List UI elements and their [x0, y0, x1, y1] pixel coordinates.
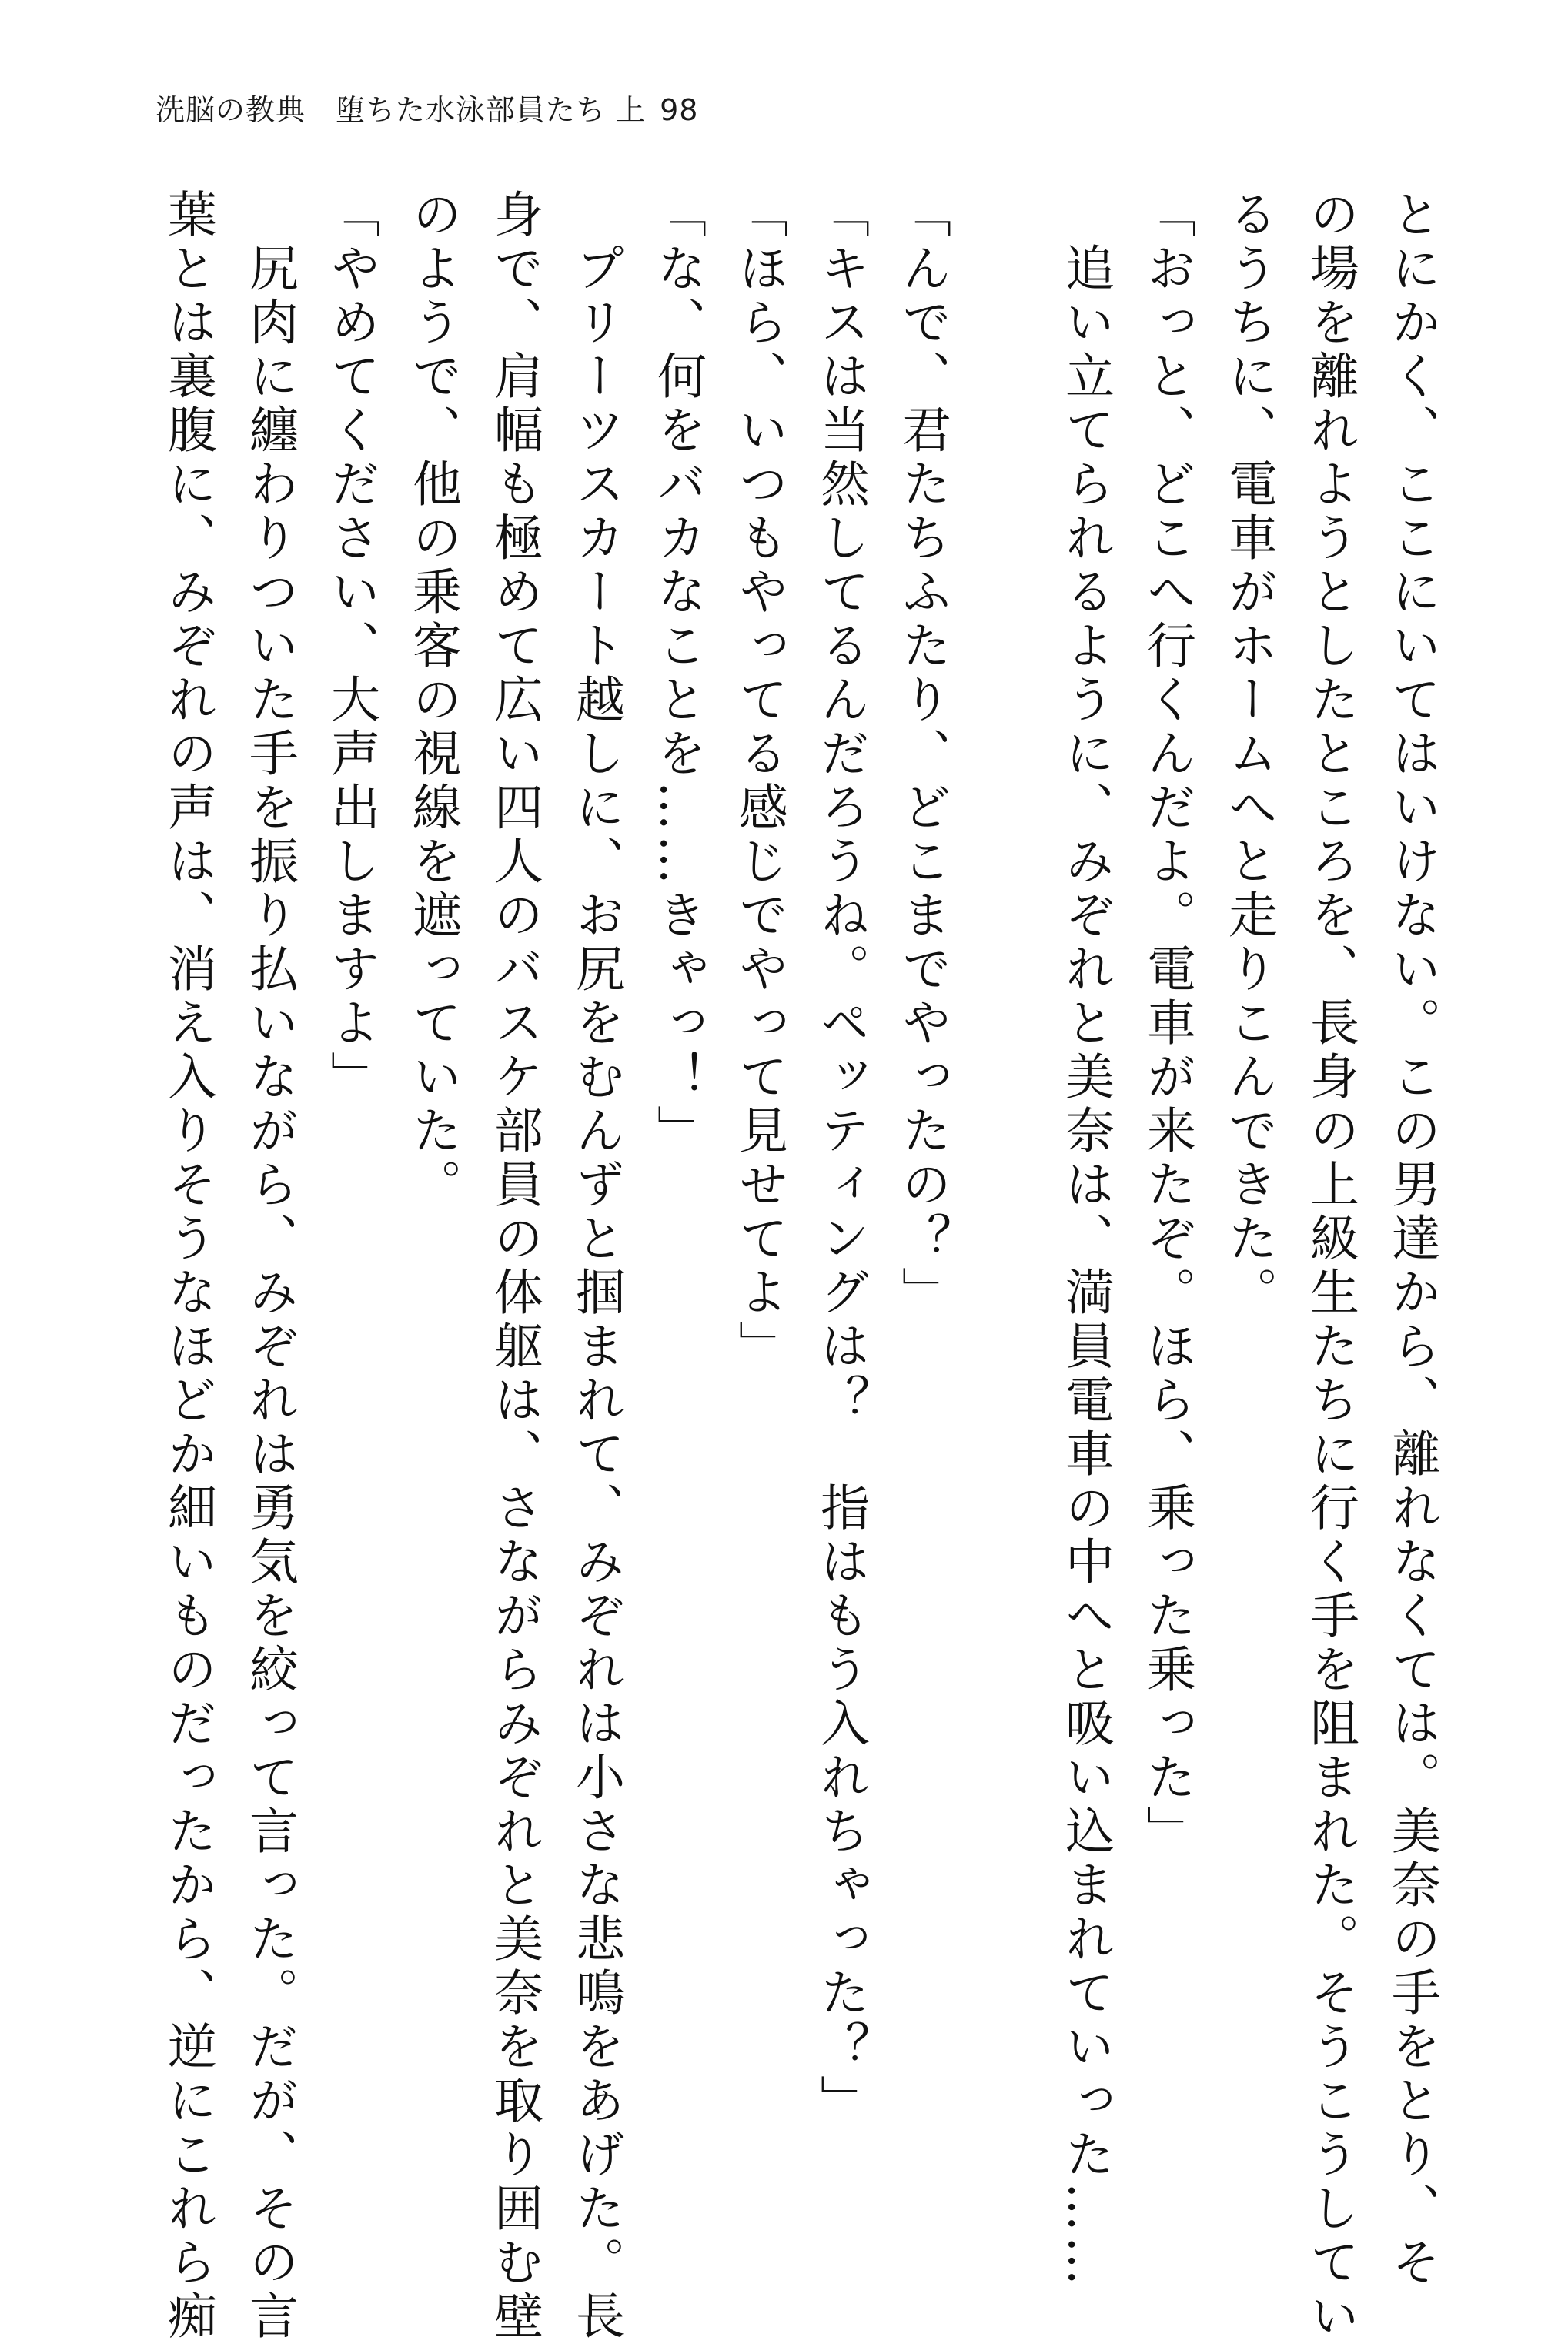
text-line: 「な、何をバカなことを……きゃっ！」 [649, 189, 706, 1159]
text-line: とにかく、ここにいてはいけない。この男達から、離れなくては。美奈の手をとり、そ [1383, 189, 1440, 2290]
text-line: 「んで、君たちふたり、どこまでやったの？」 [894, 189, 951, 1320]
text-line: のようで、他の乗客の視線を遮っていた。 [404, 189, 461, 1212]
text-line: プリーツスカート越しに、お尻をむんずと掴まれて、みぞれは小さな悲鳴をあげた。長 [567, 189, 624, 2344]
running-header [155, 86, 698, 129]
text-line: 追い立てられるように、みぞれと美奈は、満員電車の中へと吸い込まれていった…… [1057, 189, 1114, 2290]
book-title: 洗脳の教典 堕ちた水泳部員たち 上 [155, 93, 647, 127]
text-line: 「ほら、いつもやってる感じでやって見せてよ」 [731, 189, 787, 1374]
vertical-body-text [147, 189, 1453, 2344]
text-line: るうちに、電車がホームへと走りこんできた。 [1220, 189, 1277, 1320]
text-line: 尻肉に纏わりついた手を振り払いながら、みぞれは勇気を絞って言った。だが、その言 [241, 189, 298, 2344]
page-number: 98 [660, 93, 699, 127]
text-line: の場を離れようとしたところを、長身の上級生たちに行く手を阻まれた。そうこうしてい [1302, 189, 1359, 2344]
text-line: 「やめてください、大声出しますよ」 [323, 189, 379, 1105]
text-line: 身で、肩幅も極めて広い四人のバスケ部員の体躯は、さながらみぞれと美奈を取り囲む壁 [486, 189, 543, 2344]
text-line: 「キスは当然してるんだろうね。ペッティングは？ 指はもう入れちゃった？」 [812, 189, 869, 2128]
text-line: 「おっと、どこへ行くんだよ。電車が来たぞ。ほら、乗った乗った」 [1138, 189, 1195, 1859]
text-line: 葉とは裏腹に、みぞれの声は、消え入りそうなほどか細いものだったから、逆にこれら痴 [159, 189, 216, 2344]
blank-line [963, 189, 1045, 2113]
